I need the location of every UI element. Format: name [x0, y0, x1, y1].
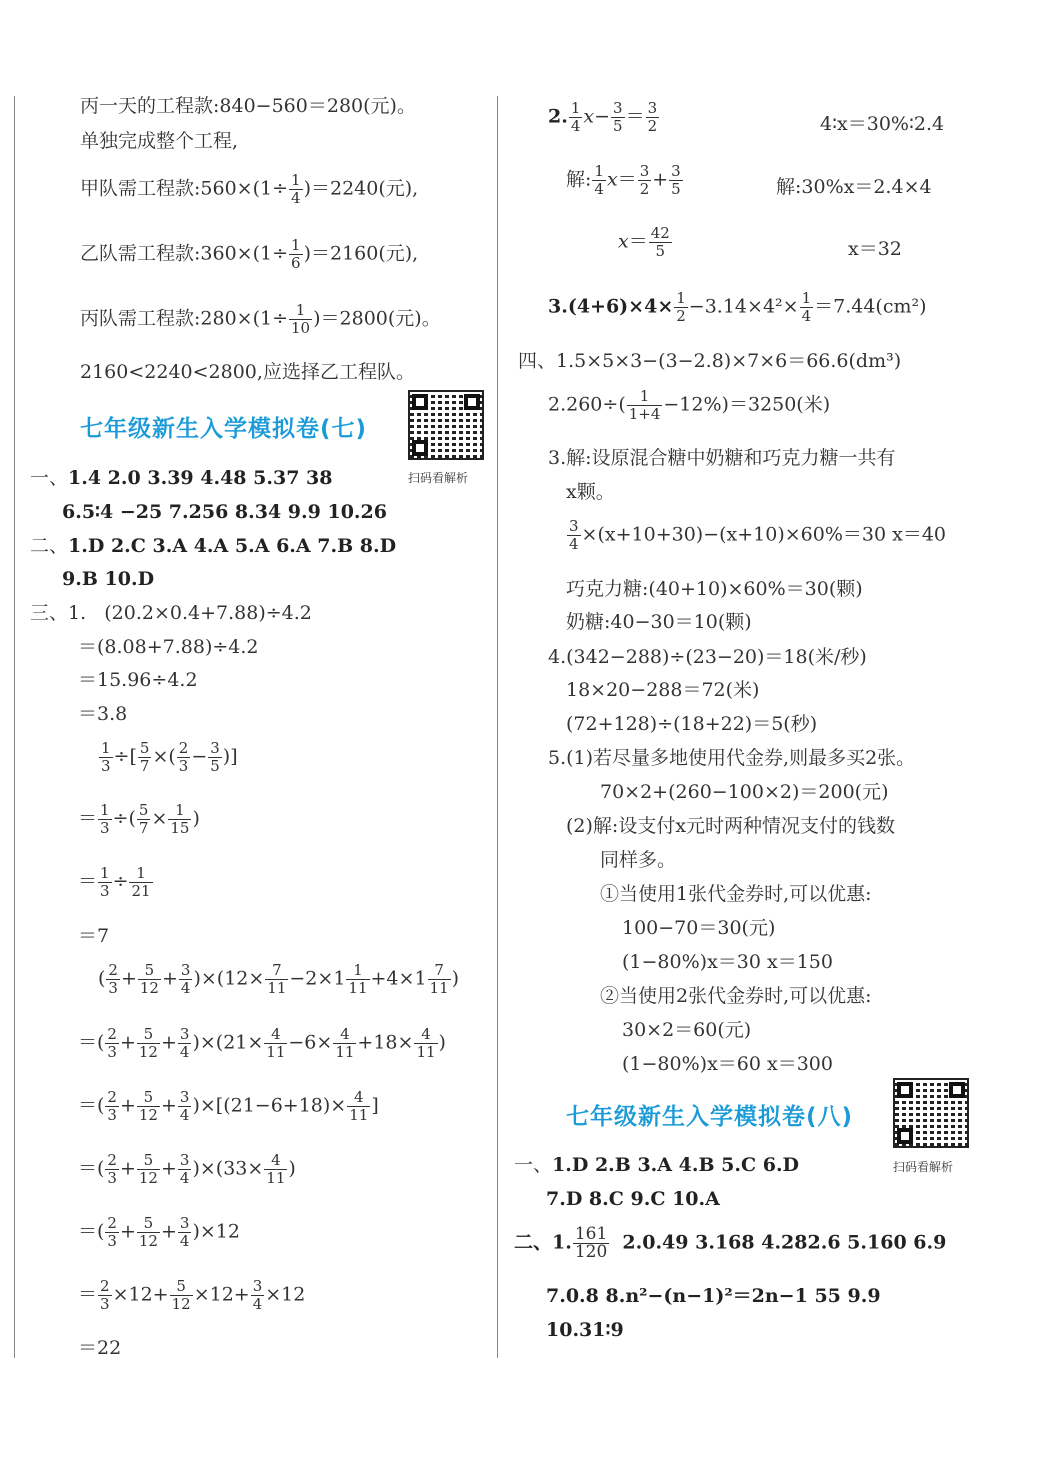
- text-line: 2160<2240<2800,应选择乙工程队。: [80, 361, 415, 383]
- answers: 1.D 2.B 3.A 4.B 5.C 6.D: [552, 1154, 800, 1176]
- math-line: ＝ $\frac{1}{3}$ ÷ $\frac{1}{21}$: [78, 864, 151, 900]
- text: −12%)＝3250(米): [663, 393, 831, 416]
- answer-line: [546, 1284, 881, 1308]
- text-line: 同样多。: [600, 849, 677, 871]
- text-line: 4∶x＝30%∶2.4: [820, 113, 945, 135]
- answer-line: [546, 1318, 624, 1342]
- math-line: ( $\frac{2}{3}$ + $\frac{5}{12}$ + $\frac{3}{4}$ )×(12× $\frac{7}{11}$ −2×1 $\frac{1}{11}$ +4×1 $\frac{7}{11}$ ): [98, 961, 460, 997]
- math-line: $\frac{3}{4}$ ×(x+10+30)−(x+10)×60%＝30 x＝40: [569, 517, 947, 553]
- text: 丙队需工程款:280×(1÷: [80, 307, 289, 330]
- qr-label: 扫码看解析: [893, 1160, 954, 1174]
- text-line: 奶糖:40−30＝10(颗): [566, 611, 752, 633]
- text: ×(x+10+30)−(x+10)×60%＝30 x＝40: [581, 523, 947, 546]
- fraction: $\frac{1}{4}$: [291, 171, 301, 207]
- text-line: (72+128)÷(18+22)＝5(秒): [566, 713, 818, 735]
- text-line: ②当使用2张代金券时,可以优惠:: [600, 985, 872, 1007]
- text: )＝2800(元)。: [313, 307, 441, 330]
- qr-code-icon[interactable]: [893, 1078, 969, 1148]
- text-line: ＝3.8: [78, 703, 128, 725]
- math-line: ＝( $\frac{2}{3}$ + $\frac{5}{12}$ + $\frac{3}{4}$ )×12: [78, 1214, 240, 1250]
- text-line: [30, 601, 312, 625]
- math-line: 3.(4+6)×4× $\frac{1}{2}$ −3.14×4²× $\frac{1}{4}$ ＝7.44(cm²): [548, 289, 927, 325]
- text-line: 70×2+(260−100×2)＝200(元): [600, 781, 889, 803]
- answers: 9.B 10.D: [62, 568, 155, 590]
- fraction: $\frac{1}{10}$: [291, 301, 311, 337]
- item-number: 2.: [548, 105, 568, 128]
- math-line: x＝ $\frac{42}{5}$: [618, 224, 670, 260]
- answers: 6.5∶4 −25 7.256 8.34 9.9 10.26: [62, 501, 387, 523]
- text: 2.260÷(: [548, 393, 626, 416]
- text-line: 单独完成整个工程,: [80, 130, 239, 152]
- math-line: ＝( $\frac{2}{3}$ + $\frac{5}{12}$ + $\frac{3}{4}$ )×[(21−6+18)× $\frac{4}{11}$ ]: [78, 1088, 379, 1124]
- text: 3.(4+6)×4×: [548, 295, 674, 318]
- section-number: 一、: [514, 1154, 553, 1176]
- math-line: $\frac{1}{3}$ ÷[ $\frac{5}{7}$ ×( $\frac{2}{3}$ − $\frac{3}{5}$ )]: [101, 739, 238, 775]
- text: ＝7.44(cm²): [814, 295, 927, 318]
- text-line: (1−80%)x＝60 x＝300: [622, 1053, 833, 1075]
- text: 甲队需工程款:560×(1÷: [80, 177, 289, 200]
- text-line: [80, 302, 441, 337]
- text-line: x＝32: [848, 238, 902, 260]
- text-line: 4.(342−288)÷(23−20)＝18(米/秒): [548, 646, 867, 668]
- text-line: 四、1.5×5×3−(3−2.8)×7×6＝66.6(dm³): [518, 350, 902, 372]
- text-line: (2)解:设支付x元时两种情况支付的钱数: [566, 815, 896, 837]
- text-line: ＝15.96÷4.2: [78, 669, 198, 691]
- text: (20.2×0.4+7.88)÷4.2: [104, 602, 312, 624]
- answers: 1.4 2.0 3.39 4.48 5.37 38: [68, 467, 333, 489]
- answers: 2.0.49 3.168 4.282.6 5.160 6.9: [622, 1231, 947, 1254]
- text-line: ＝7: [78, 925, 110, 947]
- text-line: [80, 237, 418, 272]
- text-line: [80, 172, 418, 207]
- text-line: 18×20−288＝72(米): [566, 679, 760, 701]
- answer-line: [30, 534, 396, 558]
- fraction: $\frac{1}{6}$: [291, 236, 301, 272]
- text-line: (1−80%)x＝30 x＝150: [622, 951, 833, 973]
- qr-label: 扫码看解析: [408, 471, 469, 485]
- math-line: ＝( $\frac{2}{3}$ + $\frac{5}{12}$ + $\frac{3}{4}$ )×(21× $\frac{4}{11}$ −6× $\frac{4}{11}$ +18× $\frac{4}{11}$ ): [78, 1025, 446, 1061]
- math-line: ＝( $\frac{2}{3}$ + $\frac{5}{12}$ + $\frac{3}{4}$ )×(33× $\frac{4}{11}$ ): [78, 1151, 296, 1187]
- text: )＝2240(元),: [303, 177, 419, 200]
- text: )＝2160(元),: [303, 242, 419, 265]
- left-margin-rule: [14, 96, 15, 1358]
- answer-line: [62, 500, 387, 524]
- answer-line: [514, 1153, 799, 1177]
- text-line: 解:30%x＝2.4×4: [776, 176, 932, 198]
- text-line: 5.(1)若尽量多地使用代金券,则最多买2张。: [548, 747, 916, 769]
- answers: 7.D 8.C 9.C 10.A: [546, 1188, 720, 1210]
- math-line: 解: $\frac{1}{4}$ x＝ $\frac{3}{2}$ + $\frac{3}{5}$: [566, 162, 681, 198]
- section-number: 一、: [30, 467, 69, 489]
- answers: 7.0.8 8.n²−(n−1)²＝2n−1 55 9.9: [546, 1285, 881, 1307]
- section-number: 二、1.: [514, 1231, 572, 1254]
- section-number: 三、1.: [30, 602, 87, 624]
- text-line: 丙一天的工程款:840−560＝280(元)。: [80, 95, 416, 117]
- math-line: ＝ $\frac{1}{3}$ ÷( $\frac{5}{7}$ × $\frac{1}{15}$ ): [78, 801, 200, 837]
- text-line: 3.解:设原混合糖中奶糖和巧克力糖一共有: [548, 447, 896, 469]
- section-title-8: 七年级新生入学模拟卷(八): [566, 1104, 854, 1130]
- text-line: x颗。: [566, 481, 615, 503]
- math-line: ＝ $\frac{2}{3}$ ×12+ $\frac{5}{12}$ ×12+ $\frac{3}{4}$ ×12: [78, 1277, 306, 1313]
- math-line: 2.260÷( $\frac{1}{1+4}$ −12%)＝3250(米): [548, 387, 831, 423]
- text-line: 100−70＝30(元): [622, 917, 776, 939]
- column-divider: [497, 96, 498, 1358]
- text-line: ①当使用1张代金券时,可以优惠:: [600, 883, 872, 905]
- answers: 1.D 2.C 3.A 4.A 5.A 6.A 7.B 8.D: [68, 535, 397, 557]
- qr-code-icon[interactable]: [408, 390, 484, 460]
- section-number: 二、: [30, 535, 69, 557]
- answer-line: 二、1. $\frac{161}{120}$ 2.0.49 3.168 4.282.6 5.160 6.9: [514, 1224, 947, 1262]
- answer-line: [62, 567, 154, 591]
- answer-line: [30, 466, 332, 490]
- text-line: 巧克力糖:(40+10)×60%＝30(颗): [566, 578, 863, 600]
- answers: 10.31∶9: [546, 1319, 624, 1341]
- text-line: 30×2＝60(元): [622, 1019, 752, 1041]
- text: 解:: [566, 168, 592, 191]
- section-title-7: 七年级新生入学模拟卷(七): [80, 416, 368, 442]
- text-line: ＝(8.08+7.88)÷4.2: [78, 636, 259, 658]
- text: 乙队需工程款:360×(1÷: [80, 242, 289, 265]
- answer-line: [546, 1187, 720, 1211]
- text-line: ＝22: [78, 1337, 122, 1359]
- math-line: 2. $\frac{1}{4}$ x− $\frac{3}{5}$ ＝ $\frac{3}{2}$: [548, 99, 658, 135]
- text: −3.14×4²×: [688, 295, 799, 318]
